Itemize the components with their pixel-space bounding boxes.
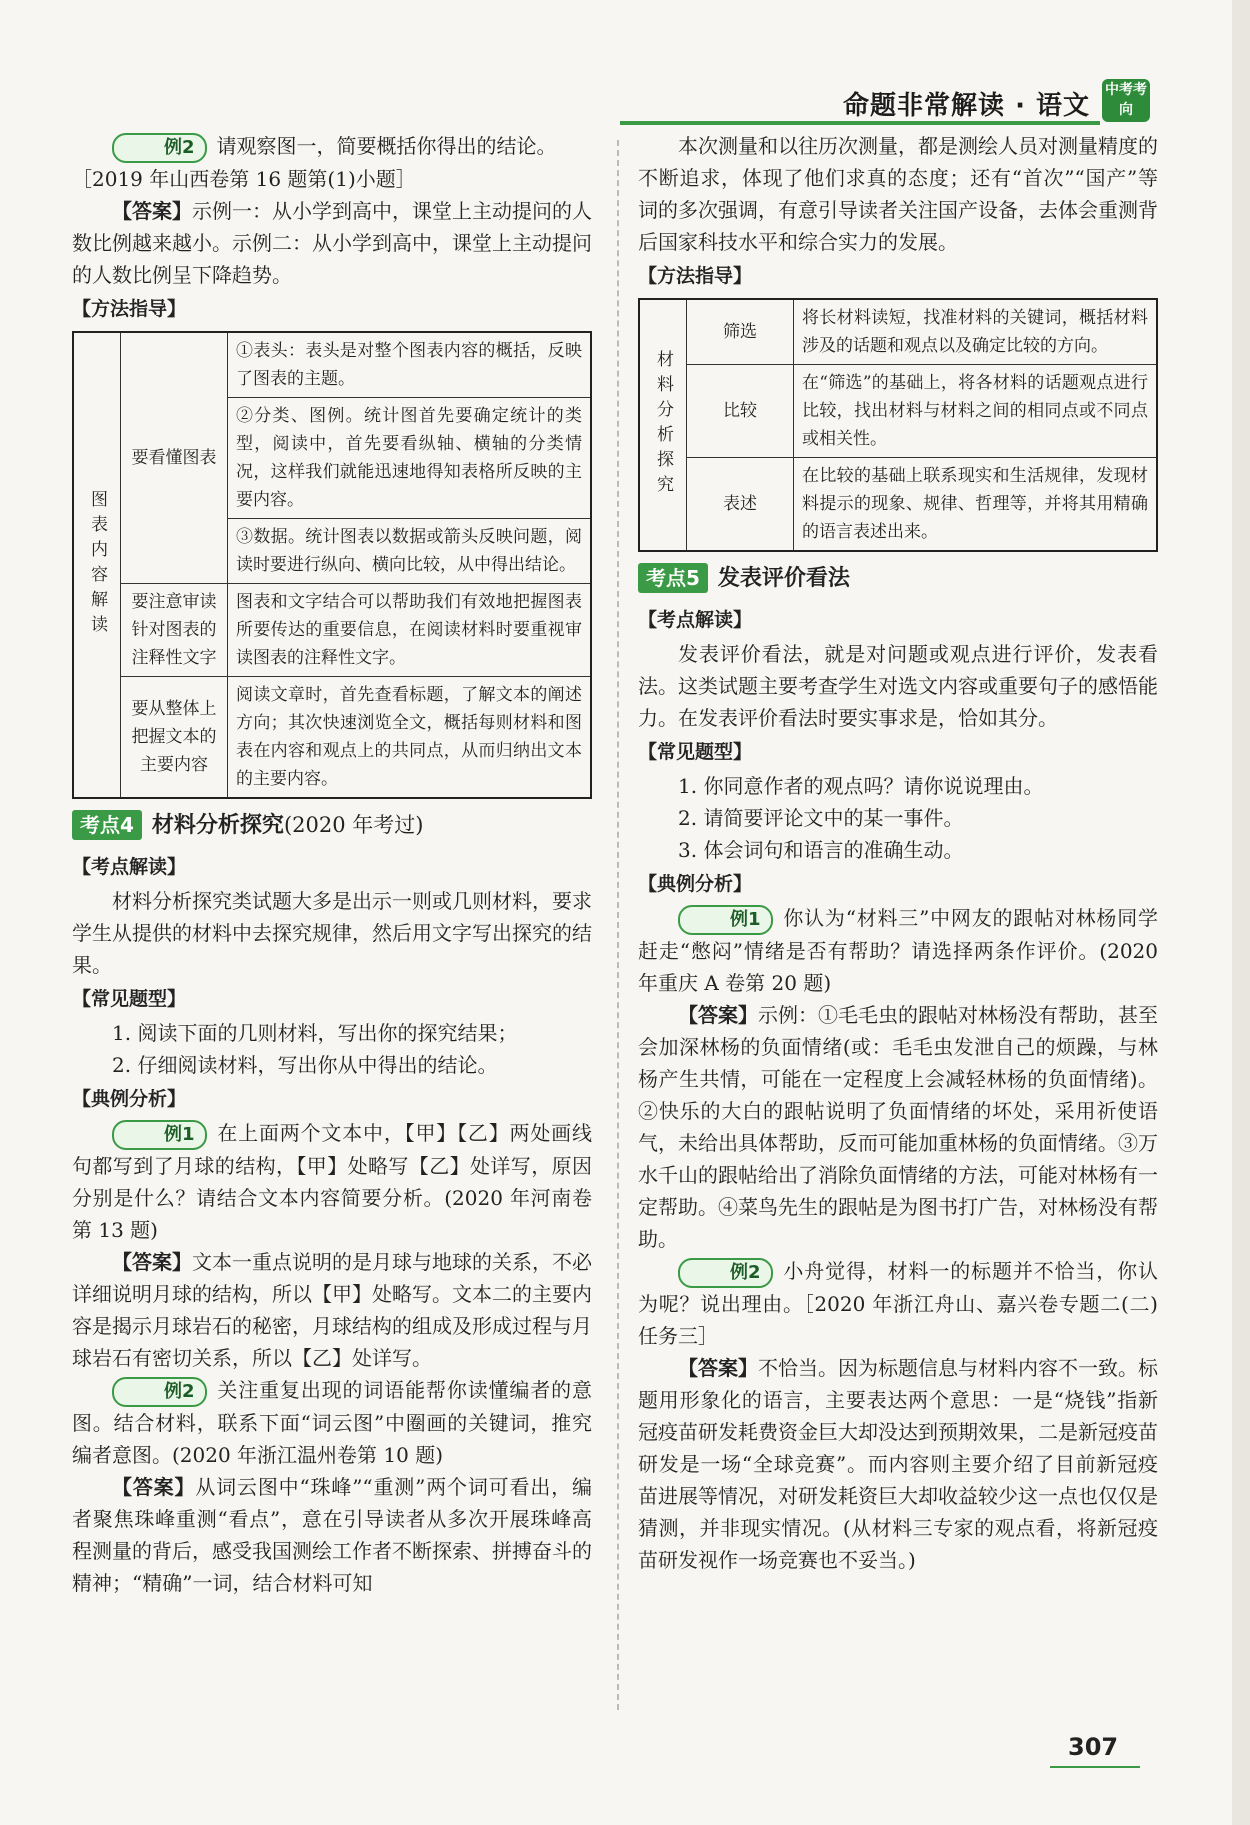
example-badge: 例2 — [112, 1377, 207, 1407]
kaodian-5-example-1-answer: 【答案】示例：①毛毛虫的跟帖对林杨没有帮助，甚至会加深林杨的负面情绪(或：毛毛虫发泄自己的烦躁，与林杨产生共情，可能在一定程度上会减轻林杨的负面情绪)。②快乐的大白的跟帖说明了负面情绪的坏处，采用祈使语气，未给出具体帮助，反而可能加重林杨的负面情绪。③万水千山的跟帖给出了消除负面情绪的方法，可能对林杨有一定帮助。④菜鸟先生的跟帖是为图书打广告，对林杨没有帮助。 — [638, 1003, 1158, 1251]
table-row — [73, 584, 591, 677]
table-category: 材料分析探究 — [639, 299, 687, 551]
kaodian-5-heading — [638, 562, 1158, 596]
chart-reading-table — [72, 331, 592, 799]
example-2-question: 例2 请观察图一，简要概括你得出的结论。 — [72, 130, 592, 163]
table-row — [73, 677, 591, 799]
table-cell: ②分类、图例。统计图首先要确定统计的类型，阅读中，首先要看纵轴、横轴的分类情况，这样我们就能迅速地得知表格所反映的主要内容。 — [228, 398, 592, 519]
page-edge — [1232, 0, 1250, 1825]
kaodian-title: 发表评价看法 — [717, 566, 850, 591]
page-number-rule — [1050, 1766, 1140, 1768]
kaodian-badge: 考点5 — [638, 563, 708, 593]
column-divider — [617, 140, 619, 1710]
table-cell: 将长材料读短，找准材料的关键词，概括材料涉及的话题和观点以及确定比较的方向。 — [794, 299, 1158, 365]
table-row — [73, 332, 591, 398]
table-cell: ①表头：表头是对整个图表内容的概括，反映了图表的主题。 — [228, 332, 592, 398]
section-label: 【常见题型】 — [72, 988, 187, 1010]
list-item: 1. 你同意作者的观点吗？请你说说理由。 — [678, 774, 1044, 798]
table-cell: ③数据。统计图表以数据或箭头反映问题，阅读时要进行纵向、横向比较，从中得出结论。 — [228, 519, 592, 584]
table-group-label: 要从整体上把握文本的主要内容 — [121, 677, 228, 799]
section-label: 【常见题型】 — [638, 741, 753, 763]
kaodian-4-example-2: 例2 关注重复出现的词语能帮你读懂编者的意图。结合材料，联系下面“词云图”中圈画的关键词，推究编者意图。(2020 年浙江温州卷第 10 题) — [72, 1378, 592, 1467]
example-badge: 例2 — [112, 133, 207, 163]
material-analysis-table — [638, 298, 1158, 552]
section-label: 【典例分析】 — [72, 1088, 187, 1110]
kaodian-4-example-2-answer: 【答案】从词云图中“珠峰”“重测”两个词可看出，编者聚焦珠峰重测“看点”，意在引导读者从多次开展珠峰高程测量的背后，感受我国测绘工作者不断探索、拼搏奋斗的精神；“精确”一词，结合材料可知 — [72, 1475, 592, 1595]
table-row-label: 比较 — [687, 365, 794, 458]
example-badge: 例1 — [112, 1120, 207, 1150]
list-item: 2. 仔细阅读材料，写出你从中得出的结论。 — [112, 1053, 498, 1077]
table-cell: 阅读文章时，首先查看标题，了解文本的阐述方向；其次快速浏览全文，概括每则材料和图表在内容和观点上的共同点，从而归纳出文本的主要内容。 — [228, 677, 592, 799]
method-guide-label: 【方法指导】 — [72, 298, 187, 320]
table-row — [639, 299, 1157, 365]
kaodian-note: (2020 年考过) — [283, 813, 424, 837]
table-row — [639, 458, 1157, 552]
table-row-label: 筛选 — [687, 299, 794, 365]
example-badge: 例2 — [678, 1258, 773, 1288]
list-item: 3. 体会词句和语言的准确生动。 — [678, 838, 964, 862]
table-row — [639, 365, 1157, 458]
right-column — [638, 130, 1158, 1576]
continued-answer: 本次测量和以往历次测量，都是测绘人员对测量精度的不断追求，体现了他们求真的态度；还有“首次”“国产”等词的多次强调，有意引导读者关注国产设备，去体会重测背后国家科技水平和综合实力的发展。 — [638, 134, 1158, 254]
table-cell: 图表和文字结合可以帮助我们有效地把握图表所要传达的重要信息，在阅读材料时要重视审读图表的注释性文字。 — [228, 584, 592, 677]
list-item: 1. 阅读下面的几则材料，写出你的探究结果； — [112, 1021, 518, 1045]
example-2-answer: 【答案】示例一：从小学到高中，课堂上主动提问的人数比例越来越小。示例二：从小学到高中，课堂上主动提问的人数比例呈下降趋势。 — [72, 199, 592, 287]
kaodian-badge: 考点4 — [72, 810, 142, 840]
table-group-label: 要看懂图表 — [121, 332, 228, 584]
table-row-label: 表述 — [687, 458, 794, 552]
section-label: 【典例分析】 — [638, 873, 753, 895]
header-logo: 中考考向 — [1102, 79, 1150, 122]
example-2-source: ［2019 年山西卷第 16 题第(1)小题］ — [72, 167, 416, 191]
kaodian-4-reading: 材料分析探究类试题大多是出示一则或几则材料，要求学生从提供的材料中去探究规律，然后用文字写出探究的结果。 — [72, 889, 592, 977]
header-title: 命题非常解读 · 语文 — [843, 91, 1090, 121]
table-category: 图表内容解读 — [73, 332, 121, 798]
kaodian-5-example-2-answer: 【答案】不恰当。因为标题信息与材料内容不一致。标题用形象化的语言，主要表达两个意思：一是“烧钱”指新冠疫苗研发耗费资金巨大却没达到预期效果，二是新冠疫苗研发是一场“全球竞赛”。而内容则主要介绍了目前新冠疫苗进展等情况，对研发耗资巨大却收益较少这一点也仅仅是猜测，并非现实情况。(从材料三专家的观点看，将新冠疫苗研发视作一场竞赛也不妥当。) — [638, 1356, 1158, 1572]
left-column — [72, 130, 592, 1599]
table-cell: 在比较的基础上联系现实和生活规律，发现材料提示的现象、规律、哲理等，并将其用精确的语言表述出来。 — [794, 458, 1158, 552]
page-number: 307 — [1068, 1733, 1119, 1761]
example-badge: 例1 — [678, 905, 773, 935]
table-group-label: 要注意审读针对图表的注释性文字 — [121, 584, 228, 677]
table-cell: 在“筛选”的基础上，将各材料的话题观点进行比较，找出材料与材料之间的相同点或不同点或相关性。 — [794, 365, 1158, 458]
kaodian-5-reading: 发表评价看法，就是对问题或观点进行评价，发表看法。这类试题主要考查学生对选文内容或重要句子的感悟能力。在发表评价看法时要实事求是，恰如其分。 — [638, 642, 1158, 730]
section-label: 【考点解读】 — [72, 856, 187, 878]
kaodian-5-example-1: 例1 你认为“材料三”中网友的跟帖对林杨同学赶走“憋闷”情绪是否有帮助？请选择两条作评价。(2020 年重庆 A 卷第 20 题) — [638, 906, 1158, 995]
list-item: 2. 请简要评论文中的某一事件。 — [678, 806, 964, 830]
kaodian-5-example-2: 例2 小舟觉得，材料一的标题并不恰当，你认为呢？说出理由。［2020 年浙江舟山、嘉兴卷专题二(二)任务三］ — [638, 1259, 1158, 1348]
kaodian-4-example-1: 例1 在上面两个文本中，【甲】【乙】两处画线句都写到了月球的结构，【甲】处略写【乙】处详写，原因分别是什么？请结合文本内容简要分析。(2020 年河南卷第 13 题) — [72, 1121, 592, 1242]
page-header — [620, 75, 1160, 125]
kaodian-title: 材料分析探究 — [151, 813, 284, 838]
kaodian-4-heading — [72, 809, 592, 843]
header-rule — [620, 121, 1100, 125]
section-label: 【考点解读】 — [638, 609, 753, 631]
kaodian-4-example-1-answer: 【答案】文本一重点说明的是月球与地球的关系，不必详细说明月球的结构，所以【甲】处略写。文本二的主要内容是揭示月球岩石的秘密，月球结构的组成及形成过程与月球岩石有密切关系，所以【乙】处详写。 — [72, 1250, 592, 1370]
method-guide-label: 【方法指导】 — [638, 265, 753, 287]
